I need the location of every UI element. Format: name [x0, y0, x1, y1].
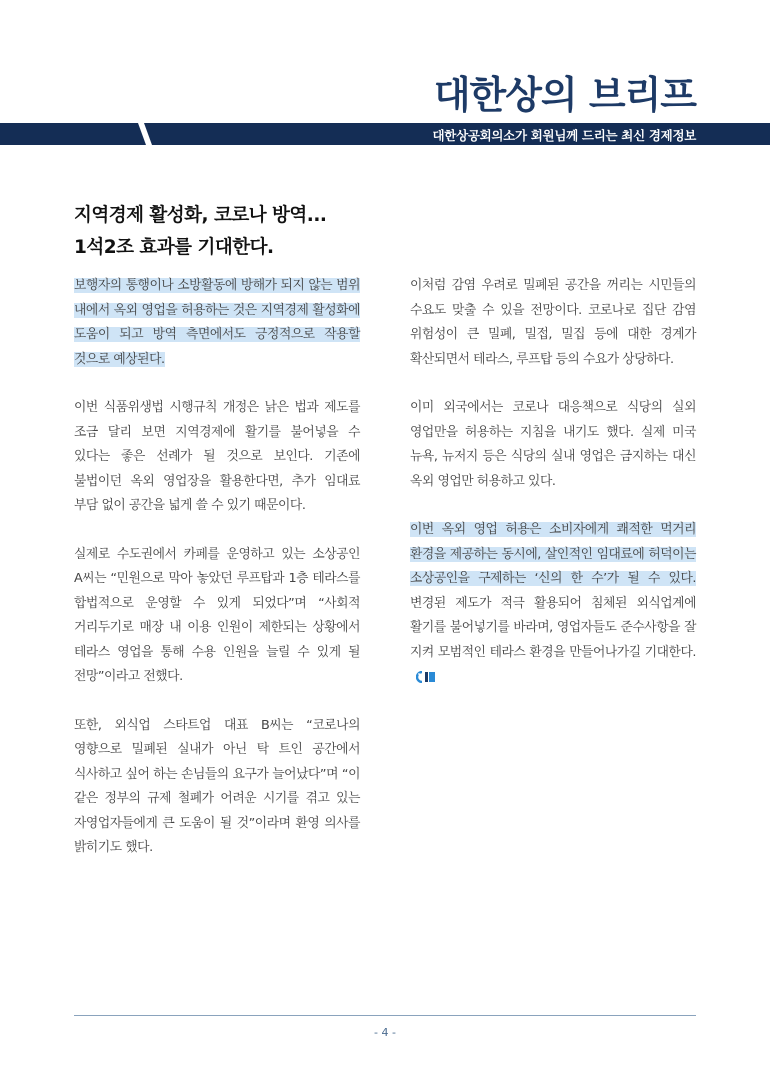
paragraph-text: 변경된 제도가 적극 활용되어 침체된 외식업계에 활기를 불어넣기를 바라며, 영업자들도 준수사항을 잘 지켜 모범적인 테라스 환경을 만들어나가길 기대한다.: [410, 595, 696, 660]
highlighted-text: 보행자의 통행이나 소방활동에 방해가 되지 않는 범위 내에서 옥외 영업을 허용하는 것은 지역경제 활성화에 도움이 되고 방역 측면에서도 긍정적으로 작용할 것으로 예상된다.: [74, 278, 360, 367]
headline-line-1: 지역경제 활성화, 코로나 방역...: [74, 205, 327, 226]
paragraph: 이번 식품위생법 시행규칙 개정은 낡은 법과 제도를 조금 달리 보면 지역경제에 활기를 불어넣을 수 있다는 좋은 선례가 될 것으로 보인다. 기존에 불법이던 옥외 영업장을 활용한다면, 추가 임대료 부담 없이 공간을 넓게 쓸 수 있기 때문이다.: [74, 400, 360, 513]
highlighted-text: 이번 옥외 영업 허용은 소비자에게 쾌적한 먹거리 환경을 제공하는 동시에, 살인적인 임대료에 허덕이는 소상공인을 구제하는 ‘신의 한 수’가 될 수 있다.: [410, 522, 696, 586]
headline-line-2: 1석2조 효과를 기대한다.: [74, 237, 274, 258]
right-column: [410, 274, 696, 714]
left-column: [74, 274, 360, 885]
paragraph: 이처럼 감염 우려로 밀폐된 공간을 꺼리는 시민들의 수요도 맞출 수 있을 전망이다. 코로나로 집단 감염 위험성이 큰 밀폐, 밀접, 밀집 등에 대한 경계가 확산되면서 테라스, 루프탑 등의 수요가 상당하다.: [410, 278, 696, 367]
footer-divider: [74, 1015, 696, 1016]
paragraph: [410, 518, 696, 690]
article-headline: [74, 200, 394, 264]
brand-title: 대한상의 브리프: [433, 73, 696, 117]
header-subtitle: 대한상공회의소가 회원님께 드리는 최신 경제정보: [432, 128, 696, 143]
paragraph: 이미 외국에서는 코로나 대응책으로 식당의 실외 영업만을 허용하는 지침을 내기도 했다. 실제 미국 뉴욕, 뉴저지 등은 식당의 실내 영업은 금지하는 대신 옥외 영업만 허용하고 있다.: [410, 400, 696, 489]
page-number: - 4 -: [374, 1026, 396, 1039]
article-end-icon: [416, 671, 436, 683]
paragraph: 실제로 수도권에서 카페를 운영하고 있는 소상공인 A씨는 “민원으로 막아 놓았던 루프탑과 1층 테라스를 합법적으로 운영할 수 있게 되었다”며 “사회적 거리두기로 매장 내 이용 인원이 제한되는 상황에서 테라스 영업을 통해 수용 인원을 늘릴 수 있게 될 전망”이라고 전했다.: [74, 546, 360, 684]
paragraph: 또한, 외식업 스타트업 대표 B씨는 “코로나의 영향으로 밀폐된 실내가 아닌 탁 트인 공간에서 식사하고 싶어 하는 손님들의 요구가 늘어났다”며 “이 같은 정부의 규제 철폐가 어려운 시기를 겪고 있는 자영업자들에게 큰 도움이 될 것”이라며 환영 의사를 밝히기도 했다.: [74, 717, 360, 855]
paragraph: [74, 274, 360, 372]
